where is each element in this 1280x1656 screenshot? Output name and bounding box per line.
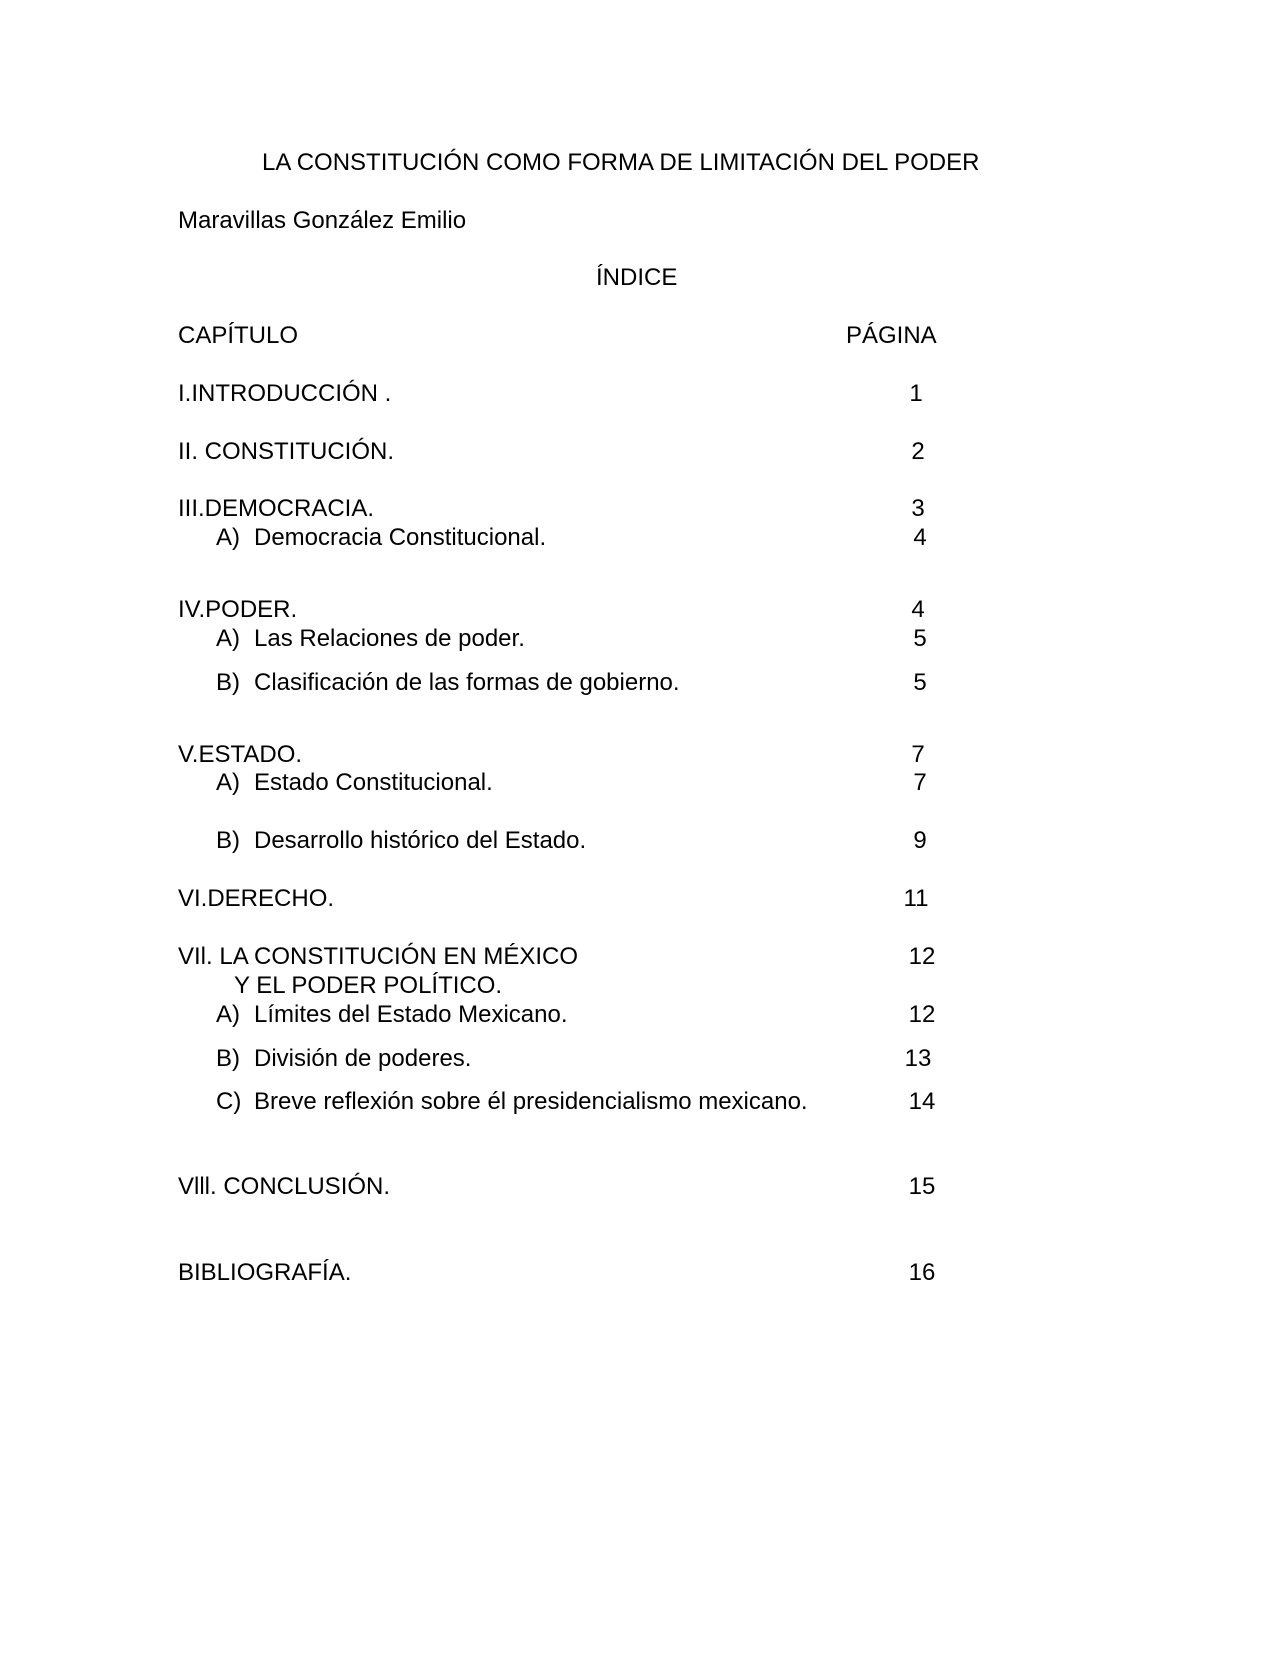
toc-entry-text: VI.DERECHO.: [178, 885, 335, 912]
toc-subentry-marker: B): [216, 1045, 240, 1072]
document-title: LA CONSTITUCIÓN COMO FORMA DE LIMITACIÓN DEL PODER: [262, 149, 980, 176]
author-name: Maravillas González Emilio: [178, 207, 467, 234]
toc-subentry-marker: A): [216, 524, 240, 551]
toc-subentry-text: Desarrollo histórico del Estado.: [254, 827, 587, 854]
toc-subentry-text: Democracia Constitucional.: [254, 524, 547, 551]
toc-subentry-text: Estado Constitucional.: [254, 769, 493, 796]
toc-subentry-marker: A): [216, 769, 240, 796]
toc-entry-page: 4: [911, 596, 925, 623]
toc-entry-page: 1: [909, 380, 923, 407]
chapter-column-header: CAPÍTULO: [178, 322, 299, 349]
page-column-header: PÁGINA: [846, 322, 937, 349]
toc-entry-page: 9: [913, 827, 927, 854]
toc-entry-text: I.INTRODUCCIÓN .: [178, 380, 392, 407]
toc-entry-page: 11: [903, 885, 929, 912]
toc-subentry-marker: B): [216, 669, 240, 696]
toc-entry-page: 3: [911, 495, 925, 522]
toc-entry-text: BIBLIOGRAFÍA.: [178, 1259, 352, 1286]
toc-entry-text: IV.PODER.: [178, 596, 298, 623]
toc-entry-page: 12: [908, 943, 936, 970]
toc-entry-text: Vlll. CONCLUSIÓN.: [178, 1173, 391, 1200]
toc-subentry-text: Breve reflexión sobre él presidencialismo mexicano.: [254, 1088, 808, 1115]
toc-subentry-text: Límites del Estado Mexicano.: [254, 1001, 568, 1028]
toc-subentry-text: Las Relaciones de poder.: [254, 625, 525, 652]
toc-subentry-marker: B): [216, 827, 240, 854]
toc-entry-text: VIl. LA CONSTITUCIÓN EN MÉXICO: [178, 943, 579, 970]
toc-entry-page: 2: [911, 438, 925, 465]
toc-entry-page: 7: [911, 741, 925, 768]
toc-entry-page: 4: [913, 524, 927, 551]
toc-entry-page: 5: [913, 669, 927, 696]
toc-entry-page: 16: [908, 1259, 936, 1286]
toc-entry-page: 14: [908, 1088, 936, 1115]
toc-entry-text: V.ESTADO.: [178, 741, 303, 768]
toc-entry-page: 13: [904, 1045, 932, 1072]
toc-subentry-marker: A): [216, 1001, 240, 1028]
toc-entry-page: 15: [908, 1173, 936, 1200]
toc-subentry-marker: C): [216, 1088, 242, 1115]
toc-subentry-marker: A): [216, 625, 240, 652]
toc-entry-text: II. CONSTITUCIÓN.: [178, 438, 394, 465]
toc-entry-page: 7: [913, 769, 927, 796]
toc-subentry-text: División de poderes.: [254, 1045, 472, 1072]
toc-entry-page: 5: [913, 625, 927, 652]
index-heading: ÍNDICE: [596, 264, 678, 291]
toc-entry-page: 12: [908, 1001, 936, 1028]
toc-subentry-text: Clasificación de las formas de gobierno.: [254, 669, 680, 696]
toc-entry-text: III.DEMOCRACIA.: [178, 495, 375, 522]
toc-entry-text-continuation: Y EL PODER POLÍTICO.: [234, 972, 503, 999]
